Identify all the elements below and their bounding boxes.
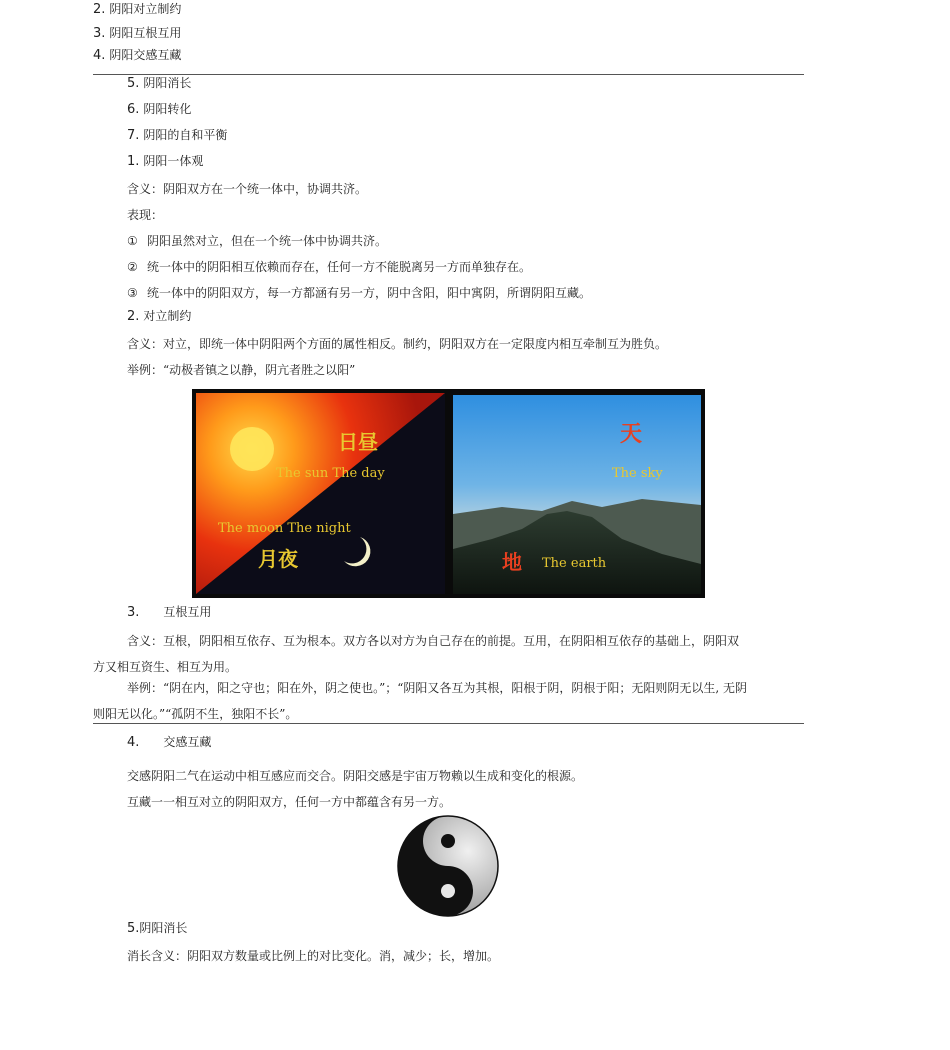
sky-earth-panel [453,395,701,594]
section-heading: 5.阴阳消长 [127,921,188,936]
divider [93,74,804,75]
divider [93,723,804,724]
moon-char: 月夜 [258,547,298,571]
meaning-text: 含义：对立，即统一体中阴阳两个方面的属性相反。制约，阴阳双方在一定限度内相互牵制互为胜负。 [127,337,668,351]
earth-label: The earth [542,556,607,571]
sky-label: The sky [612,466,663,481]
outline-item: 4. 阴阳交感互藏 [93,48,182,63]
outline-item: 2. 阴阳对立制约 [93,2,182,17]
section-heading: 2. 对立制约 [127,309,192,324]
list-item: ① 阴阳虽然对立，但在一个统一体中协调共济。 [127,234,388,248]
body-text: 交感阴阳二气在运动中相互感应而交合。阴阳交感是宇宙万物赖以生成和变化的根源。 [127,769,584,783]
earth-char: 地 [502,550,522,574]
section-heading: 4. 交感互藏 [127,735,212,750]
sky-char: 天 [620,421,643,447]
sun-label: The sun The day [276,466,385,481]
section-heading: 1. 阴阳一体观 [127,154,204,169]
yin-yang-figure [192,389,705,598]
meaning-paragraph: 含义：互根，阴阳相互依存、互为根本。双方各以对方为自己存在的前提。互用，在阴阳相互依存的基础上，阴阳双 方又相互资生、相互为用。 [93,634,740,674]
section-heading: 3. 互根互用 [127,605,212,620]
meaning-text: 含义：阴阳双方在一个统一体中，协调共济。 [127,182,368,196]
list-item: ③ 统一体中的阴阳双方，每一方都涵有另一方，阴中含阳，阳中寓阴，所谓阴阳互藏。 [127,286,592,300]
manifest-label: 表现： [127,208,164,222]
example-text: 举例：“动极者镇之以静，阴亢者胜之以阳” [127,363,356,377]
sun-moon-panel [196,393,445,594]
yin-yang-icon [397,815,499,917]
body-text: 消长含义：阴阳双方数量或比例上的对比变化。消，减少；长，增加。 [127,949,500,963]
outline-item: 3. 阴阳互根互用 [93,26,182,41]
outline-item: 5. 阴阳消长 [127,76,192,91]
outline-item: 7. 阴阳的自和平衡 [127,128,228,143]
sun-char: 日昼 [338,430,378,454]
list-item: ② 统一体中的阴阳相互依赖而存在，任何一方不能脱离另一方而单独存在。 [127,260,532,274]
moon-label: The moon The night [218,521,351,536]
outline-item: 6. 阴阳转化 [127,102,192,117]
body-text: 互藏一一相互对立的阴阳双方，任何一方中都蕴含有另一方。 [127,795,452,809]
sun-icon [230,427,274,471]
example-paragraph: 举例：“阴在内，阳之守也；阳在外，阴之使也。”；“阴阳又各互为其根，阳根于阴，阴根于阳；无阳则阴无以生, 无阴 则阳无以化。”“孤阴不生，独阳不长”。 [93,681,748,721]
